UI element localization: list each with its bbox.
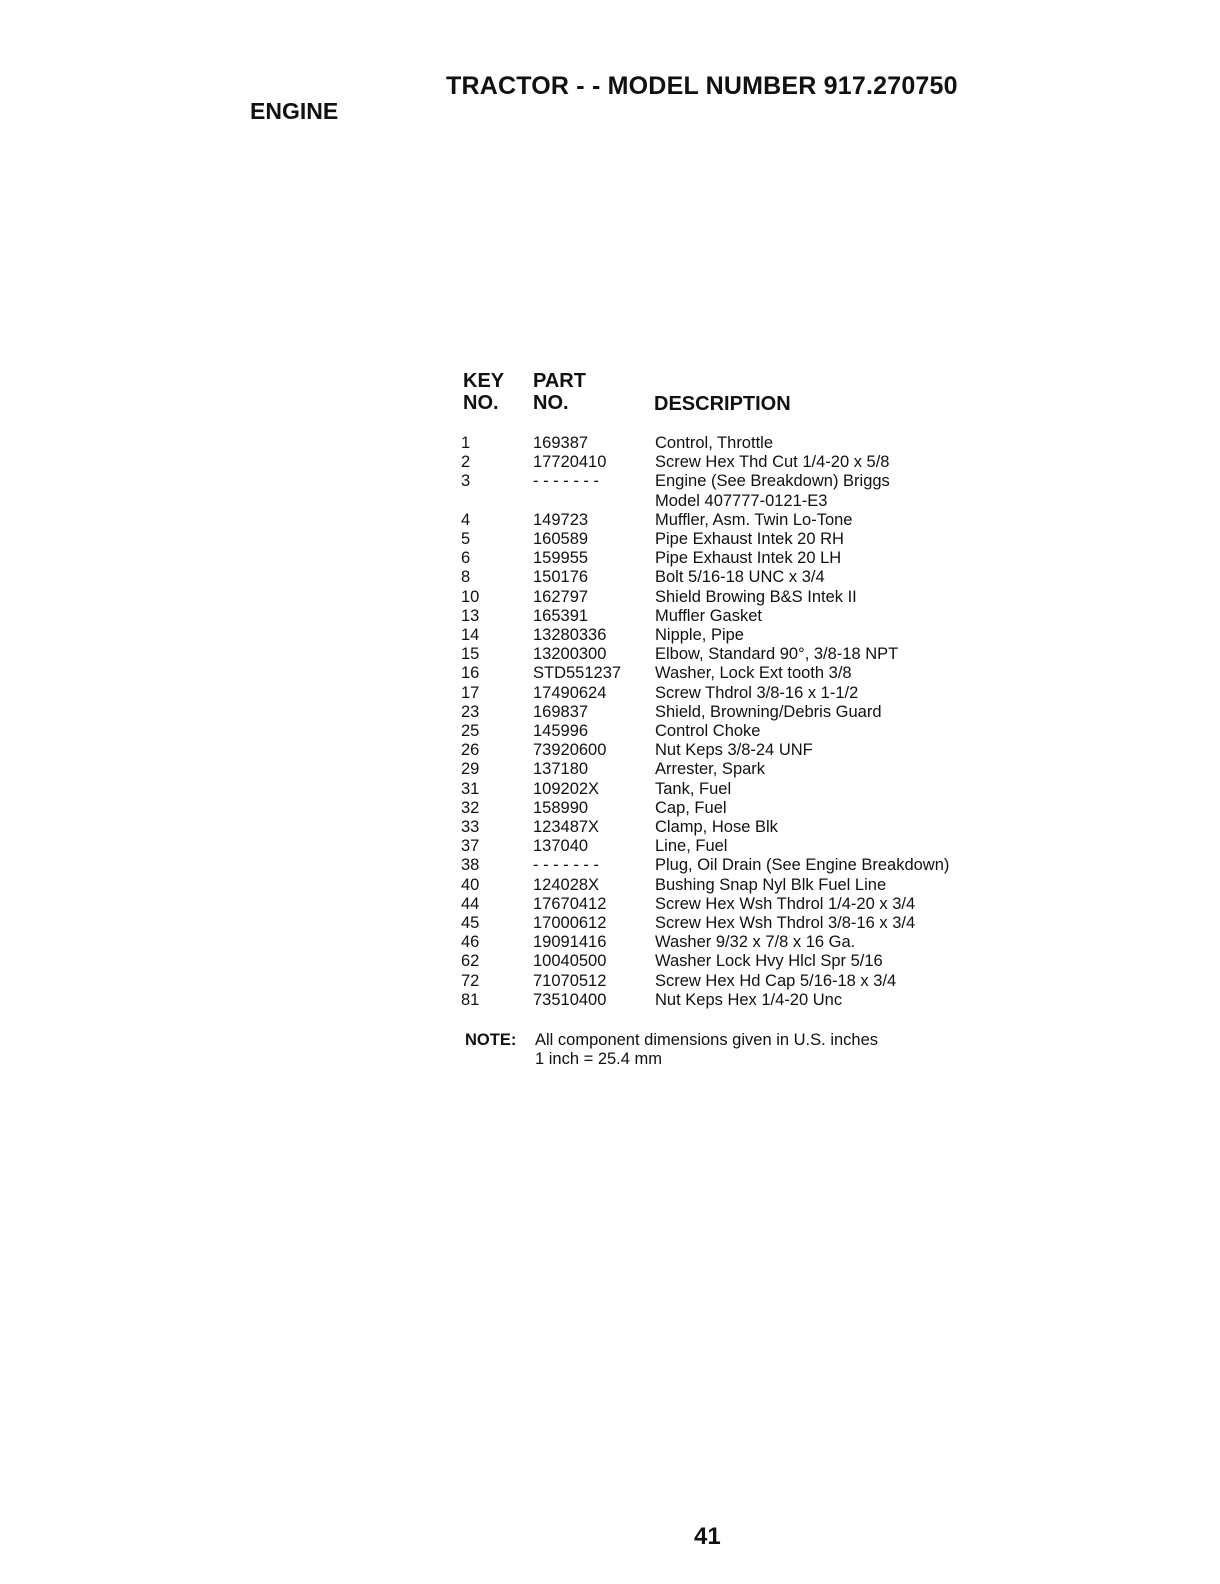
key-no-cell: 23: [461, 702, 480, 721]
description-cell: Model 407777-0121-E3: [655, 491, 828, 510]
table-row: [461, 837, 949, 856]
description-cell: Shield Browing B&S Intek II: [655, 587, 857, 606]
part-no-cell: [533, 492, 655, 511]
part-no-cell: 165391: [533, 606, 589, 625]
part-no-cell: 109202X: [533, 779, 600, 798]
part-no-cell: 149723: [533, 510, 589, 529]
description-cell: Pipe Exhaust Intek 20 RH: [655, 530, 844, 549]
table-row: [461, 453, 949, 472]
part-no-cell: 160589: [533, 530, 589, 549]
column-header-part-line1: PART: [533, 370, 586, 392]
table-row: [461, 760, 949, 779]
key-no-cell: 17: [461, 683, 480, 702]
description-cell: Screw Hex Wsh Thdrol 3/8-16 x 3/4: [655, 914, 916, 933]
key-no-cell: 8: [461, 568, 471, 587]
column-header-part-line2: NO.: [533, 392, 569, 414]
description-cell: Bolt 5/16-18 UNC x 3/4: [655, 568, 825, 587]
key-no-cell: 1: [461, 434, 471, 452]
part-no-cell: 17000612: [533, 914, 607, 933]
key-no-cell: 29: [461, 760, 480, 779]
note-label: NOTE:: [465, 1031, 517, 1049]
table-row: [461, 568, 949, 587]
part-no-cell: 169837: [533, 702, 589, 721]
table-row: [461, 895, 949, 914]
description-cell: Screw Hex Thd Cut 1/4-20 x 5/8: [655, 453, 890, 472]
table-row: [461, 664, 949, 683]
note: [465, 1031, 878, 1069]
key-no-cell: 40: [461, 875, 480, 894]
description-cell: Elbow, Standard 90°, 3/8-18 NPT: [655, 645, 899, 664]
description-cell: Screw Thdrol 3/8-16 x 1-1/2: [655, 683, 859, 702]
key-no-cell: [461, 492, 533, 511]
key-no-cell: 16: [461, 664, 480, 683]
column-header-key-line2: NO.: [463, 392, 499, 414]
table-row: [461, 991, 949, 1010]
key-no-cell: 2: [461, 453, 471, 472]
description-cell: Screw Hex Wsh Thdrol 1/4-20 x 3/4: [655, 894, 916, 913]
section-title: ENGINE: [250, 98, 339, 124]
key-no-cell: 32: [461, 798, 480, 817]
description-cell: Washer Lock Hvy Hlcl Spr 5/16: [655, 952, 883, 971]
description-cell: Washer 9/32 x 7/8 x 16 Ga.: [655, 933, 856, 952]
key-no-cell: 46: [461, 933, 480, 952]
table-row: [461, 607, 949, 626]
key-no-cell: 62: [461, 952, 480, 971]
key-no-cell: 81: [461, 990, 480, 1009]
table-row: [461, 933, 949, 952]
part-no-cell: - - - - - - -: [533, 856, 599, 875]
table-row: [461, 741, 949, 760]
part-no-cell: STD551237: [533, 664, 622, 683]
part-no-cell: 159955: [533, 549, 589, 568]
table-row: [461, 914, 949, 933]
description-cell: Engine (See Breakdown) Briggs: [655, 472, 890, 491]
part-no-cell: 124028X: [533, 875, 600, 894]
table-row: [461, 530, 949, 549]
table-row: [461, 972, 949, 991]
key-no-cell: 4: [461, 510, 471, 529]
part-no-cell: 137180: [533, 760, 589, 779]
key-no-cell: 25: [461, 722, 480, 741]
part-no-cell: 13280336: [533, 626, 607, 645]
key-no-cell: 6: [461, 549, 471, 568]
part-no-cell: 145996: [533, 722, 589, 741]
note-line-2: 1 inch = 25.4 mm: [535, 1050, 663, 1068]
part-no-cell: 137040: [533, 837, 589, 856]
description-cell: Plug, Oil Drain (See Engine Breakdown): [655, 856, 950, 875]
column-header-key-no: [463, 370, 504, 414]
page-title: TRACTOR - - MODEL NUMBER 917.270750: [446, 72, 958, 100]
description-cell: Tank, Fuel: [655, 779, 732, 798]
table-row: [461, 703, 949, 722]
table-row: [461, 684, 949, 703]
part-no-cell: 17720410: [533, 453, 607, 472]
description-cell: Cap, Fuel: [655, 798, 727, 817]
key-no-cell: 26: [461, 741, 480, 760]
key-no-cell: 38: [461, 856, 480, 875]
key-no-cell: 5: [461, 530, 471, 549]
key-no-cell: 45: [461, 914, 480, 933]
description-cell: Control Choke: [655, 722, 761, 741]
key-no-cell: 10: [461, 587, 480, 606]
key-no-cell: 13: [461, 606, 480, 625]
table-row: [461, 952, 949, 971]
part-no-cell: 71070512: [533, 971, 607, 990]
part-no-cell: 158990: [533, 798, 589, 817]
description-cell: Muffler Gasket: [655, 606, 762, 625]
parts-table: [461, 434, 949, 1010]
table-row: [461, 626, 949, 645]
note-line-1: All component dimensions given in U.S. inches: [535, 1031, 879, 1049]
part-no-cell: 13200300: [533, 645, 607, 664]
column-header-key-line1: KEY: [463, 370, 505, 392]
part-no-cell: 169387: [533, 434, 589, 452]
part-no-cell: 19091416: [533, 933, 607, 952]
table-row: [461, 511, 949, 530]
description-cell: Line, Fuel: [655, 837, 728, 856]
table-row: [461, 799, 949, 818]
description-cell: Bushing Snap Nyl Blk Fuel Line: [655, 875, 887, 894]
column-header-part-no: [533, 370, 586, 414]
description-cell: Muffler, Asm. Twin Lo-Tone: [655, 510, 853, 529]
key-no-cell: 44: [461, 894, 480, 913]
description-cell: Washer, Lock Ext tooth 3/8: [655, 664, 852, 683]
page-number: 41: [694, 1523, 721, 1550]
key-no-cell: 3: [461, 472, 471, 491]
table-row: [461, 588, 949, 607]
part-no-cell: 10040500: [533, 952, 607, 971]
description-cell: Clamp, Hose Blk: [655, 818, 778, 837]
description-cell: Shield, Browning/Debris Guard: [655, 702, 882, 721]
note-text: [535, 1031, 878, 1069]
part-no-cell: 17490624: [533, 683, 607, 702]
table-row: [461, 492, 949, 511]
table-row: [461, 818, 949, 837]
part-no-cell: 17670412: [533, 894, 607, 913]
description-cell: Control, Throttle: [655, 434, 773, 452]
table-row: [461, 722, 949, 741]
key-no-cell: 14: [461, 626, 480, 645]
part-no-cell: - - - - - - -: [533, 472, 599, 491]
description-cell: Nut Keps Hex 1/4-20 Unc: [655, 990, 843, 1009]
table-row: [461, 645, 949, 664]
description-cell: Arrester, Spark: [655, 760, 766, 779]
part-no-cell: 150176: [533, 568, 589, 587]
table-row: [461, 549, 949, 568]
table-row: [461, 780, 949, 799]
column-header-description: DESCRIPTION: [654, 393, 791, 415]
table-row: [461, 856, 949, 875]
table-row: [461, 434, 949, 453]
part-no-cell: 73510400: [533, 990, 607, 1009]
key-no-cell: 31: [461, 779, 480, 798]
key-no-cell: 72: [461, 971, 480, 990]
table-row: [461, 876, 949, 895]
key-no-cell: 37: [461, 837, 480, 856]
description-cell: Pipe Exhaust Intek 20 LH: [655, 549, 842, 568]
parts-table-body: [461, 434, 949, 1010]
part-no-cell: 73920600: [533, 741, 607, 760]
key-no-cell: 33: [461, 818, 480, 837]
description-cell: Nut Keps 3/8-24 UNF: [655, 741, 813, 760]
description-cell: Screw Hex Hd Cap 5/16-18 x 3/4: [655, 971, 897, 990]
description-cell: Nipple, Pipe: [655, 626, 744, 645]
part-no-cell: 162797: [533, 587, 589, 606]
part-no-cell: 123487X: [533, 818, 600, 837]
key-no-cell: 15: [461, 645, 480, 664]
table-row: [461, 472, 949, 491]
